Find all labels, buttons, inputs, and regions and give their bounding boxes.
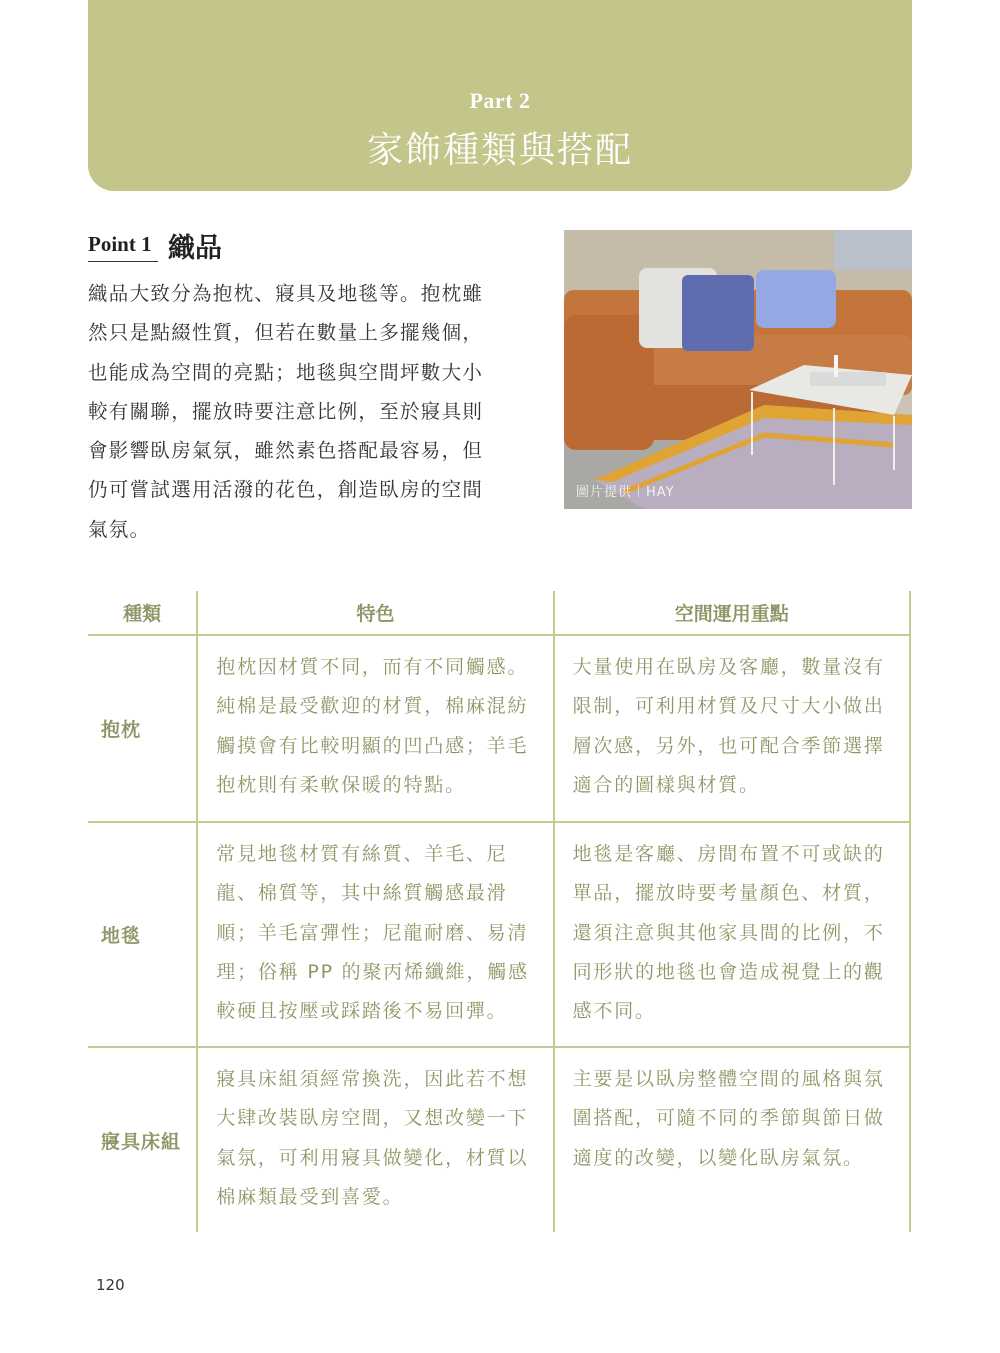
intro-line: 會影響臥房氣氛，雖然素色搭配最容易，但 <box>88 439 484 463</box>
row-features: 寢具床組須經常換洗，因此若不想大肆改裝臥房空間，又想改變一下氣氛，可利用寢具做變化，材質以棉麻類最受到喜愛。 <box>197 1047 553 1232</box>
row-features: 常見地毯材質有絲質、羊毛、尼龍、棉質等，其中絲質觸感最滑順；羊毛富彈性；尼龍耐磨、易清理；俗稱 PP 的聚丙烯纖維，觸感較硬且按壓或踩踏後不易回彈。 <box>197 822 553 1047</box>
header-usage: 空間運用重點 <box>554 591 910 635</box>
point-title: 織品 <box>168 233 222 264</box>
row-type: 寢具床組 <box>101 1130 182 1153</box>
row-features: 抱枕因材質不同，而有不同觸感。純棉是最受歡迎的材質，棉麻混紡觸摸會有比較明顯的凹凸感；羊毛抱枕則有柔軟保暖的特點。 <box>197 635 553 822</box>
intro-paragraph <box>88 274 506 549</box>
header-features: 特色 <box>197 591 553 635</box>
table-row <box>88 635 910 822</box>
sofa-illustration <box>564 230 912 509</box>
row-type: 地毯 <box>88 822 197 1047</box>
sofa-photo <box>564 230 912 509</box>
table-header-row <box>88 591 910 635</box>
table-row <box>88 1047 910 1232</box>
intro-line: 較有關聯，擺放時要注意比例，至於寢具則 <box>88 399 484 423</box>
photo-credit: 圖片提供｜HAY <box>576 485 675 500</box>
row-type: 抱枕 <box>88 635 197 822</box>
chapter-title: 家飾種類與搭配 <box>366 130 633 171</box>
intro-line: 仍可嘗試選用活潑的花色，創造臥房的空間 <box>88 478 484 502</box>
row-usage: 大量使用在臥房及客廳，數量沒有限制，可利用材質及尺寸大小做出層次感，另外，也可配合季節選擇適合的圖樣與材質。 <box>554 635 910 822</box>
row-usage: 主要是以臥房整體空間的風格與氛圍搭配，可隨不同的季節與節日做適度的改變，以變化臥房氣氛。 <box>554 1047 910 1232</box>
intro-line: 織品大致分為抱枕、寢具及地毯等。抱枕雖 <box>88 282 484 305</box>
textile-table <box>88 591 911 1232</box>
intro-line: 然只是點綴性質，但若在數量上多擺幾個， <box>88 321 484 345</box>
intro-line: 氣氛。 <box>88 517 151 541</box>
intro-line: 也能成為空間的亮點；地毯與空間坪數大小 <box>88 360 484 384</box>
chapter-banner <box>88 0 912 191</box>
row-usage: 地毯是客廳、房間布置不可或缺的單品，擺放時要考量顏色、材質，還須注意與其他家具間的比例，不同形狀的地毯也會造成視覺上的觀感不同。 <box>554 822 910 1047</box>
page-number: 120 <box>96 1276 125 1294</box>
point-label: Point 1 <box>88 232 158 262</box>
header-type: 種類 <box>88 591 197 635</box>
part-label: Part 2 <box>469 88 531 113</box>
table-row <box>88 822 910 1047</box>
